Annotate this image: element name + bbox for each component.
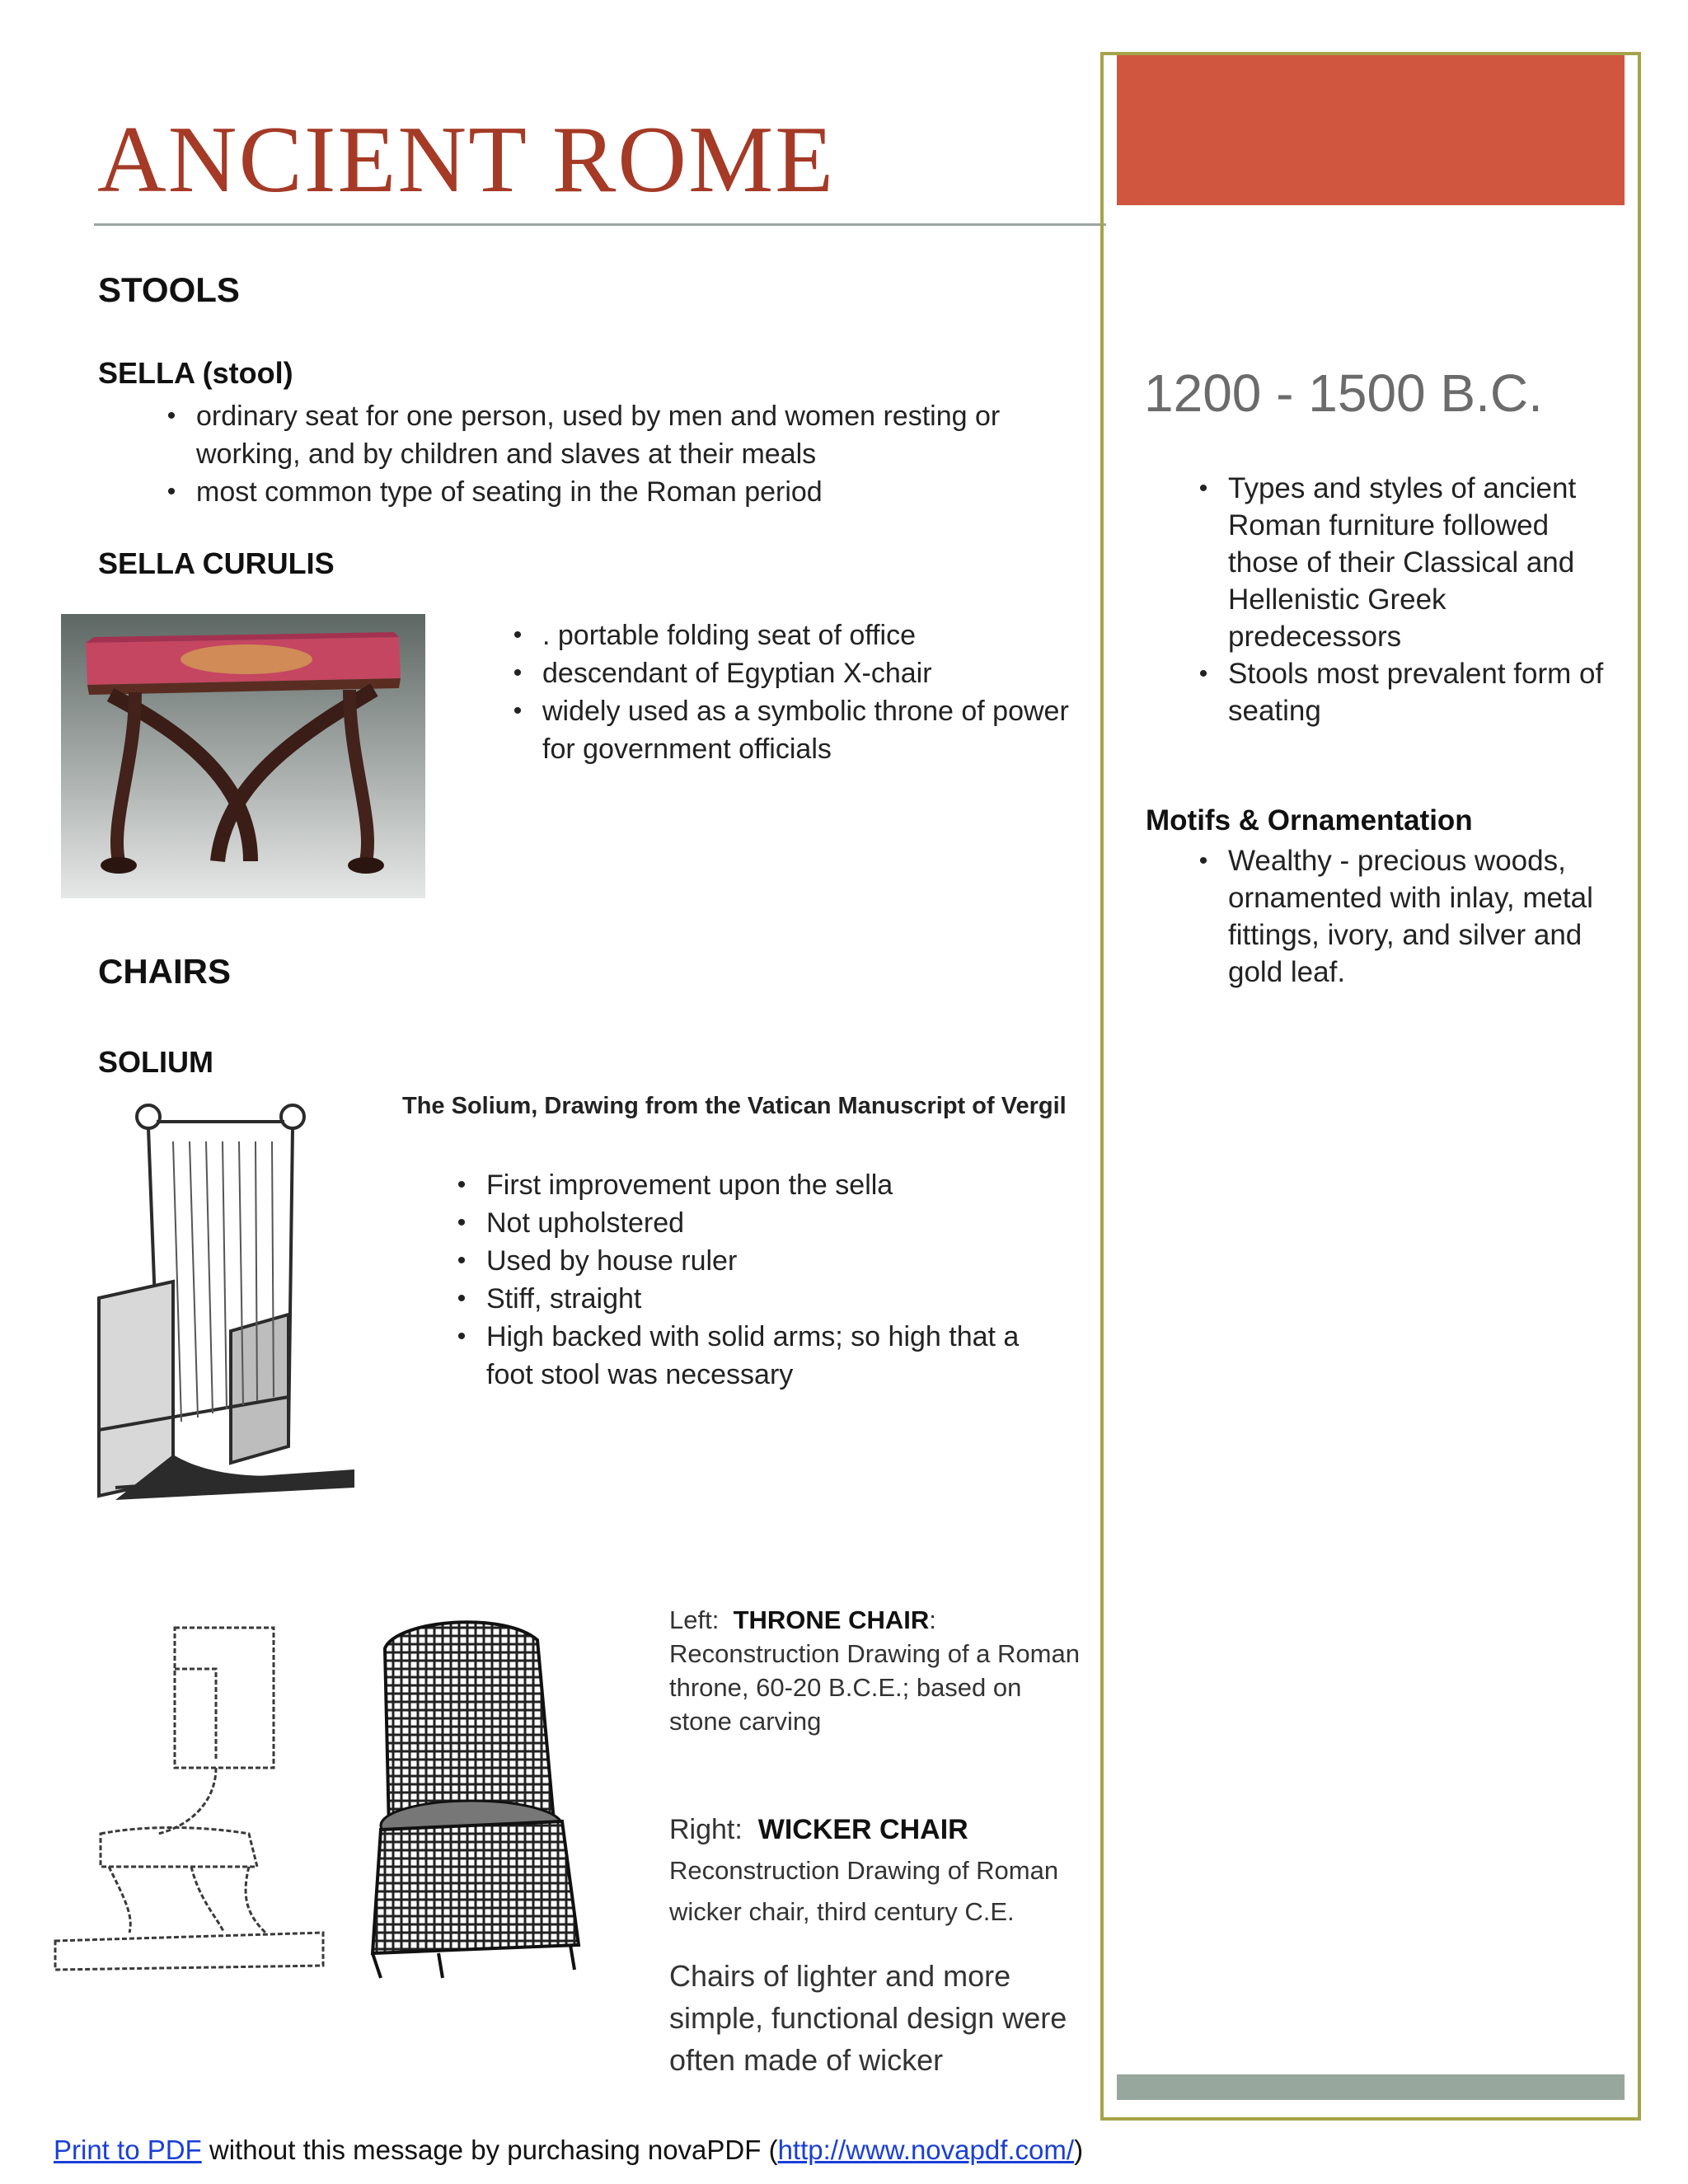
list-item: • widely used as a symbolic throne of power for government officials [493, 692, 1086, 768]
novapdf-link[interactable]: http://www.novapdf.com/ [777, 2135, 1075, 2165]
list-item: • High backed with solid arms; so high that a foot stool was necessary [437, 1318, 1063, 1394]
throne-chair-note: Left: THRONE CHAIR: Reconstruction Drawing of a Roman throne, 60-20 B.C.E.; based on stone carving [669, 1603, 1090, 1738]
list-item: • most common type of seating in the Roman period [147, 473, 1062, 511]
solium-image [82, 1092, 363, 1512]
bullet: • [457, 1285, 467, 1312]
bullet: • [166, 478, 176, 505]
sella-curulis-bullets [493, 616, 1086, 768]
list-item: • First improvement upon the sella [437, 1166, 1063, 1204]
bullet: • [1198, 475, 1208, 502]
list-item: • Stools most prevalent form of seating [1179, 655, 1607, 729]
wicker-chair-desc: Reconstruction Drawing of Roman wicker chair, third century C.E. [669, 1856, 1059, 1926]
bullet: • [1198, 847, 1208, 874]
list-item: • Not upholstered [437, 1204, 1063, 1242]
sella-heading: SELLA (stool) [98, 356, 293, 390]
bullet: • [457, 1209, 467, 1236]
list-item: • Used by house ruler [437, 1242, 1063, 1280]
solium-bullets [437, 1166, 1063, 1394]
wicker-chair-name: WICKER CHAIR [757, 1814, 968, 1845]
throne-chair-image [51, 1619, 327, 1974]
throne-chair-name: THRONE CHAIR [733, 1605, 930, 1634]
throne-chair-desc: Reconstruction Drawing of a Roman throne, 60-20 B.C.E.; based on stone carving [669, 1639, 1080, 1736]
page-title: ANCIENT ROME [97, 107, 836, 213]
solium-caption: The Solium, Drawing from the Vatican Manuscript of Vergil [402, 1093, 1067, 1119]
title-divider [94, 223, 1106, 226]
motifs-heading: Motifs & Ornamentation [1146, 804, 1473, 837]
stools-heading: STOOLS [98, 270, 240, 309]
list-item: • Types and styles of ancient Roman furniture followed those of their Classical and Hellenistic Greek predecessors [1179, 470, 1607, 655]
solium-heading: SOLIUM [98, 1045, 213, 1079]
bullet: • [1198, 660, 1208, 687]
bullet: • [457, 1323, 467, 1350]
list-item: • . portable folding seat of office [493, 616, 1086, 654]
bullet: • [166, 402, 176, 429]
sidebar-accent-block [1117, 55, 1625, 205]
bullet: • [513, 621, 523, 649]
list-item: • ordinary seat for one person, used by men and women resting or working, and by children and slaves at their meals [147, 397, 1062, 473]
list-item: • Wealthy - precious woods, ornamented with inlay, metal fittings, ivory, and silver and gold leaf. [1179, 842, 1607, 991]
wicker-chair-note: Right: WICKER CHAIR Reconstruction Drawing of Roman wicker chair, third century C.E. [669, 1809, 1090, 1933]
motifs-bullets [1179, 842, 1607, 991]
sidebar-bullets [1179, 470, 1607, 729]
bullet: • [513, 659, 523, 687]
sella-curulis-heading: SELLA CURULIS [98, 546, 335, 580]
chairs-heading: CHAIRS [98, 952, 232, 991]
sella-curulis-image [61, 614, 425, 898]
list-item: • descendant of Egyptian X-chair [493, 654, 1086, 692]
list-item: • Stiff, straight [437, 1280, 1063, 1318]
date-range: 1200 - 1500 B.C. [1144, 363, 1543, 423]
wicker-chair-image [364, 1615, 612, 1982]
sidebar-footer-bar [1117, 2074, 1625, 2100]
sella-bullets [147, 397, 1062, 511]
print-to-pdf-link[interactable]: Print to PDF [54, 2135, 202, 2165]
wicker-closing-note: Chairs of lighter and more simple, functional design were often made of wicker [669, 1959, 1067, 2077]
bullet: • [513, 697, 523, 724]
bullet: • [457, 1247, 467, 1274]
bullet: • [457, 1171, 467, 1198]
footer-notice: Print to PDF without this message by purchasing novaPDF (http://www.novapdf.com/) [54, 2135, 1084, 2165]
